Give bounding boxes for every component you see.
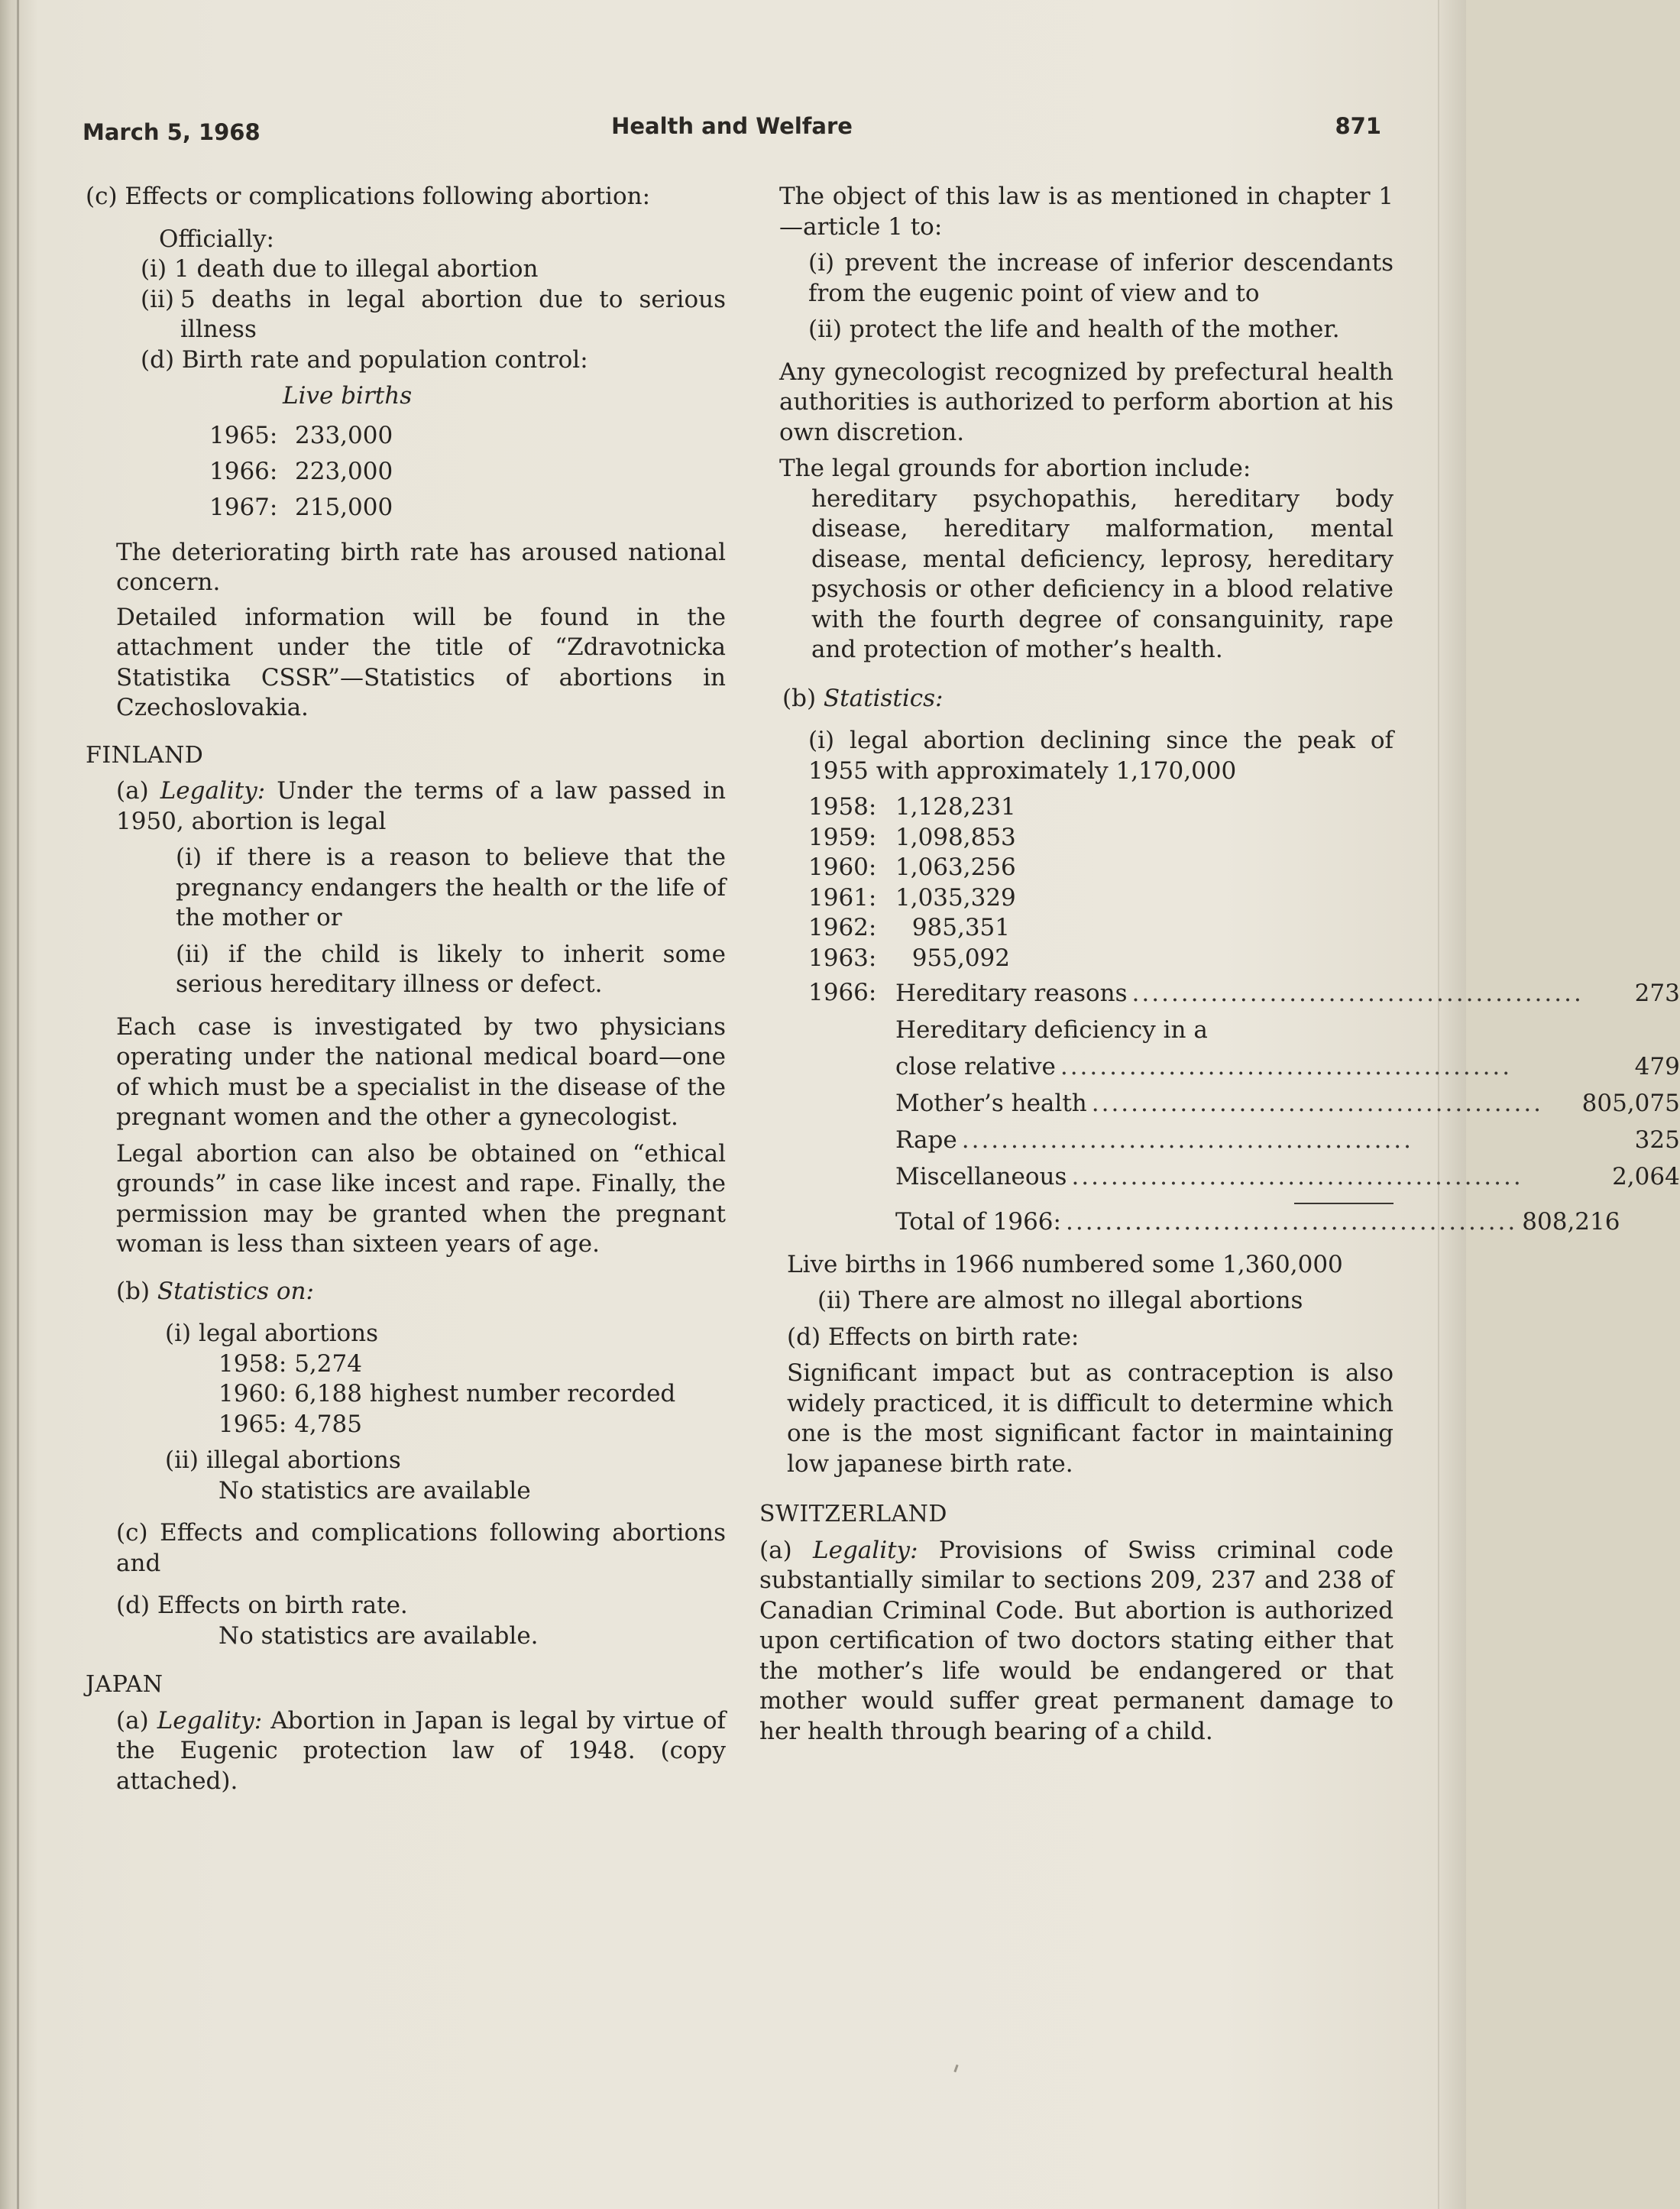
birth-rate-heading: (d) Birth rate and population control: xyxy=(141,345,588,374)
reason-label: Hereditary deficiency in a xyxy=(895,1016,1208,1044)
yearly-row xyxy=(808,883,1394,914)
finland-birth-rate: (d) Effects on birth rate. xyxy=(116,1592,408,1619)
reason-value: 479 xyxy=(1634,1053,1680,1080)
finland-statistics-heading xyxy=(86,1277,726,1307)
total-1966-row xyxy=(895,1207,1620,1238)
switzerland-legality-prefix: (a) xyxy=(759,1536,792,1564)
reason-row xyxy=(895,1158,1680,1195)
japan-legal-abortion-declining: (i) legal abortion declining since the peak of 1955 with approximately 1,170,000 xyxy=(808,727,1394,785)
reason-leader: .............................................. xyxy=(1060,1053,1513,1080)
live-births-row xyxy=(209,490,726,526)
reason-row xyxy=(895,1122,1680,1158)
officially-label: Officially: xyxy=(159,225,274,253)
reason-row xyxy=(895,1048,1680,1085)
reason-row xyxy=(895,1012,1680,1048)
yearly-value: 1,128,231 xyxy=(895,793,1016,821)
live-births-list xyxy=(86,418,726,526)
japan-legality xyxy=(86,1706,726,1797)
finland-legality xyxy=(86,776,726,837)
finland-birth-rate-none: No statistics are available. xyxy=(218,1621,539,1650)
japan-statistics-prefix: (b) xyxy=(782,684,817,712)
grounds-intro: The legal grounds for abortion include: xyxy=(779,455,1251,482)
object-item-i: (i) prevent the increase of inferior descendants from the eugenic point of view and to xyxy=(808,249,1394,307)
finland-effects: (c) Effects and complications following abortions and xyxy=(116,1519,726,1577)
live-births-value: 233,000 xyxy=(295,421,393,449)
reason-label: close relative xyxy=(895,1053,1056,1080)
finland-stat-line: 1965: 4,785 xyxy=(218,1410,362,1438)
header-date: March 5, 1968 xyxy=(83,119,261,145)
reason-row xyxy=(895,1085,1680,1122)
finland-illegal-none: No statistics are available xyxy=(218,1476,531,1505)
switzerland-legality-label: Legality: xyxy=(813,1536,918,1564)
item-ii-marker: (ii) xyxy=(141,285,175,313)
total-rule xyxy=(1294,1203,1394,1204)
japan-legality-label: Legality: xyxy=(157,1706,263,1734)
reason-label: Rape xyxy=(895,1126,957,1154)
finland-statistics-prefix: (b) xyxy=(116,1277,151,1305)
finland-condition-i: (i) if there is a reason to believe that the pregnancy endangers the health or the life of the mother or xyxy=(176,844,726,931)
grounds-text: hereditary psychopathis, hereditary body disease, hereditary malformation, mental disease, mental deficiency, leprosy, hereditary psychosis or other deficiency in a blood relative with the fourth degree of consanguinity, rape and protection of mother’s health. xyxy=(811,484,1394,663)
finland-legal-stats xyxy=(86,1349,726,1440)
switzerland-legality-text: Provisions of Swiss criminal code substantially similar to sections 209, 237 and 238 of Canadian Criminal Code. But abortion is authorized upon certification of two doctors stating either that the mother’s life would be endangered or that mother would suffer great permanent damage to her health through bearing of a child. xyxy=(759,1536,1394,1745)
yearly-row xyxy=(808,792,1394,823)
reasons-1966-list xyxy=(895,975,1680,1195)
object-item-ii: (ii) protect the life and health of the mother. xyxy=(808,316,1340,343)
finland-illegal-abortions: (ii) illegal abortions xyxy=(165,1446,401,1474)
live-births-value: 215,000 xyxy=(295,493,393,521)
total-1966-label: Total of 1966: xyxy=(895,1208,1061,1236)
finland-stat-line: 1960: 6,188 highest number recorded xyxy=(218,1380,676,1407)
live-births-row xyxy=(209,454,726,490)
japan-statistics-label: Statistics: xyxy=(823,684,944,712)
live-births-year: 1966: xyxy=(209,457,278,485)
reason-label: Mother’s health xyxy=(895,1090,1087,1117)
page-number: 871 xyxy=(1335,113,1381,139)
yearly-abortion-list xyxy=(752,792,1394,973)
live-births-value: 223,000 xyxy=(295,457,393,485)
yearly-value: 985,351 xyxy=(911,914,1010,941)
right-column xyxy=(752,182,1680,1747)
yearly-year: 1963: xyxy=(808,944,877,972)
finland-each-case: Each case is investigated by two physicians operating under the national medical board—one of which must be a specialist in the disease of the pregnant women and the other a gynecologist. xyxy=(116,1012,726,1131)
left-column xyxy=(86,182,726,1796)
finland-legal-abortions: (i) legal abortions xyxy=(165,1320,379,1347)
yearly-row xyxy=(808,913,1394,944)
yearly-year: 1962: xyxy=(808,914,877,941)
reason-leader: .............................................. xyxy=(961,1126,1414,1154)
live-births-heading: Live births xyxy=(283,382,413,410)
finland-condition-ii: (ii) if the child is likely to inherit some serious hereditary illness or defect. xyxy=(176,940,726,998)
japan-significant-paragraph: Significant impact but as contraception is also widely practiced, it is difficult to determine which one is the most significant factor in maintaining low japanese birth rate. xyxy=(787,1359,1394,1478)
yearly-value: 1,063,256 xyxy=(895,853,1016,881)
yearly-value: 1,098,853 xyxy=(895,823,1016,851)
japan-statistics-heading xyxy=(752,684,1394,714)
pencil-mark xyxy=(953,2065,958,2072)
officially-item-i: (i) 1 death due to illegal abortion xyxy=(141,255,539,283)
japan-legality-text: Abortion in Japan is legal by virtue of the Eugenic protection law of 1948. (copy attached). xyxy=(116,1706,727,1795)
reason-leader: .............................................. xyxy=(1091,1090,1544,1117)
detailed-paragraph: Detailed information will be found in the attachment under the title of “Zdravotnicka Statistika CSSR”—Statistics of abortions in Czechoslovakia. xyxy=(116,603,726,721)
live-births-1966: Live births in 1966 numbered some 1,360,000 xyxy=(787,1250,1343,1278)
finland-legality-text: Under the terms of a law passed in 1950, abortion is legal xyxy=(116,777,726,835)
reason-label: Miscellaneous xyxy=(895,1163,1067,1190)
reason-value: 2,064 xyxy=(1612,1163,1680,1190)
c-effects-paragraph: (c) Effects or complications following abortion: xyxy=(86,183,651,210)
reason-leader: .............................................. xyxy=(1131,980,1584,1007)
deteriorating-paragraph: The deteriorating birth rate has aroused national concern. xyxy=(116,538,726,596)
japan-effects-heading: (d) Effects on birth rate: xyxy=(787,1323,1080,1351)
japan-heading: JAPAN xyxy=(86,1671,163,1698)
reason-value: 805,075 xyxy=(1581,1090,1680,1117)
item-ii-text: 5 deaths in legal abortion due to serious illness xyxy=(180,285,726,343)
finland-legality-prefix: (a) xyxy=(116,777,149,805)
live-births-year: 1967: xyxy=(209,493,278,521)
reason-row xyxy=(895,975,1680,1012)
yearly-row xyxy=(808,853,1394,883)
yearly-year: 1961: xyxy=(808,883,877,912)
finland-statistics-label: Statistics on: xyxy=(157,1277,314,1305)
year-1966-block xyxy=(752,978,1680,1195)
japan-illegal-abortions: (ii) There are almost no illegal abortions xyxy=(817,1287,1303,1314)
reason-value: 325 xyxy=(1634,1126,1680,1154)
yearly-value: 955,092 xyxy=(911,944,1010,972)
yearly-year: 1960: xyxy=(808,853,877,881)
object-paragraph: The object of this law is as mentioned in chapter 1—article 1 to: xyxy=(779,183,1394,241)
finland-legal-abortion: Legal abortion can also be obtained on “ethical grounds” in case like incest and rape. Finally, the permission may be granted when the pregnant woman is less than sixteen years of age. xyxy=(116,1139,726,1258)
reason-leader: .............................................. xyxy=(1071,1163,1523,1190)
total-1966-leader: .............................................. xyxy=(1065,1208,1518,1236)
switzerland-heading: SWITZERLAND xyxy=(759,1501,947,1527)
yearly-value: 1,035,329 xyxy=(895,883,1016,912)
total-1966-value: 808,216 xyxy=(1522,1208,1620,1236)
live-births-year: 1965: xyxy=(209,421,278,449)
year-1966-label: 1966: xyxy=(808,979,877,1006)
header-title: Health and Welfare xyxy=(611,113,853,139)
yearly-row xyxy=(808,944,1394,974)
officially-item-ii xyxy=(86,285,726,345)
finland-legality-label: Legality: xyxy=(160,777,266,805)
reason-label: Hereditary reasons xyxy=(895,980,1128,1007)
reason-value: 273 xyxy=(1634,980,1680,1007)
finland-stat-line: 1958: 5,274 xyxy=(218,1349,362,1378)
total-1966-block xyxy=(752,1203,1620,1238)
gynecologist-paragraph: Any gynecologist recognized by prefectural health authorities is authorized to perform abortion at his own discretion. xyxy=(779,358,1394,446)
binding-edge xyxy=(17,0,19,2209)
finland-heading: FINLAND xyxy=(86,741,204,769)
live-births-row xyxy=(209,418,726,454)
yearly-row xyxy=(808,823,1394,853)
switzerland-legality xyxy=(752,1536,1394,1747)
running-header xyxy=(83,113,1381,148)
yearly-year: 1958: xyxy=(808,793,877,821)
japan-legality-prefix: (a) xyxy=(116,1706,149,1734)
yearly-year: 1959: xyxy=(808,823,877,851)
